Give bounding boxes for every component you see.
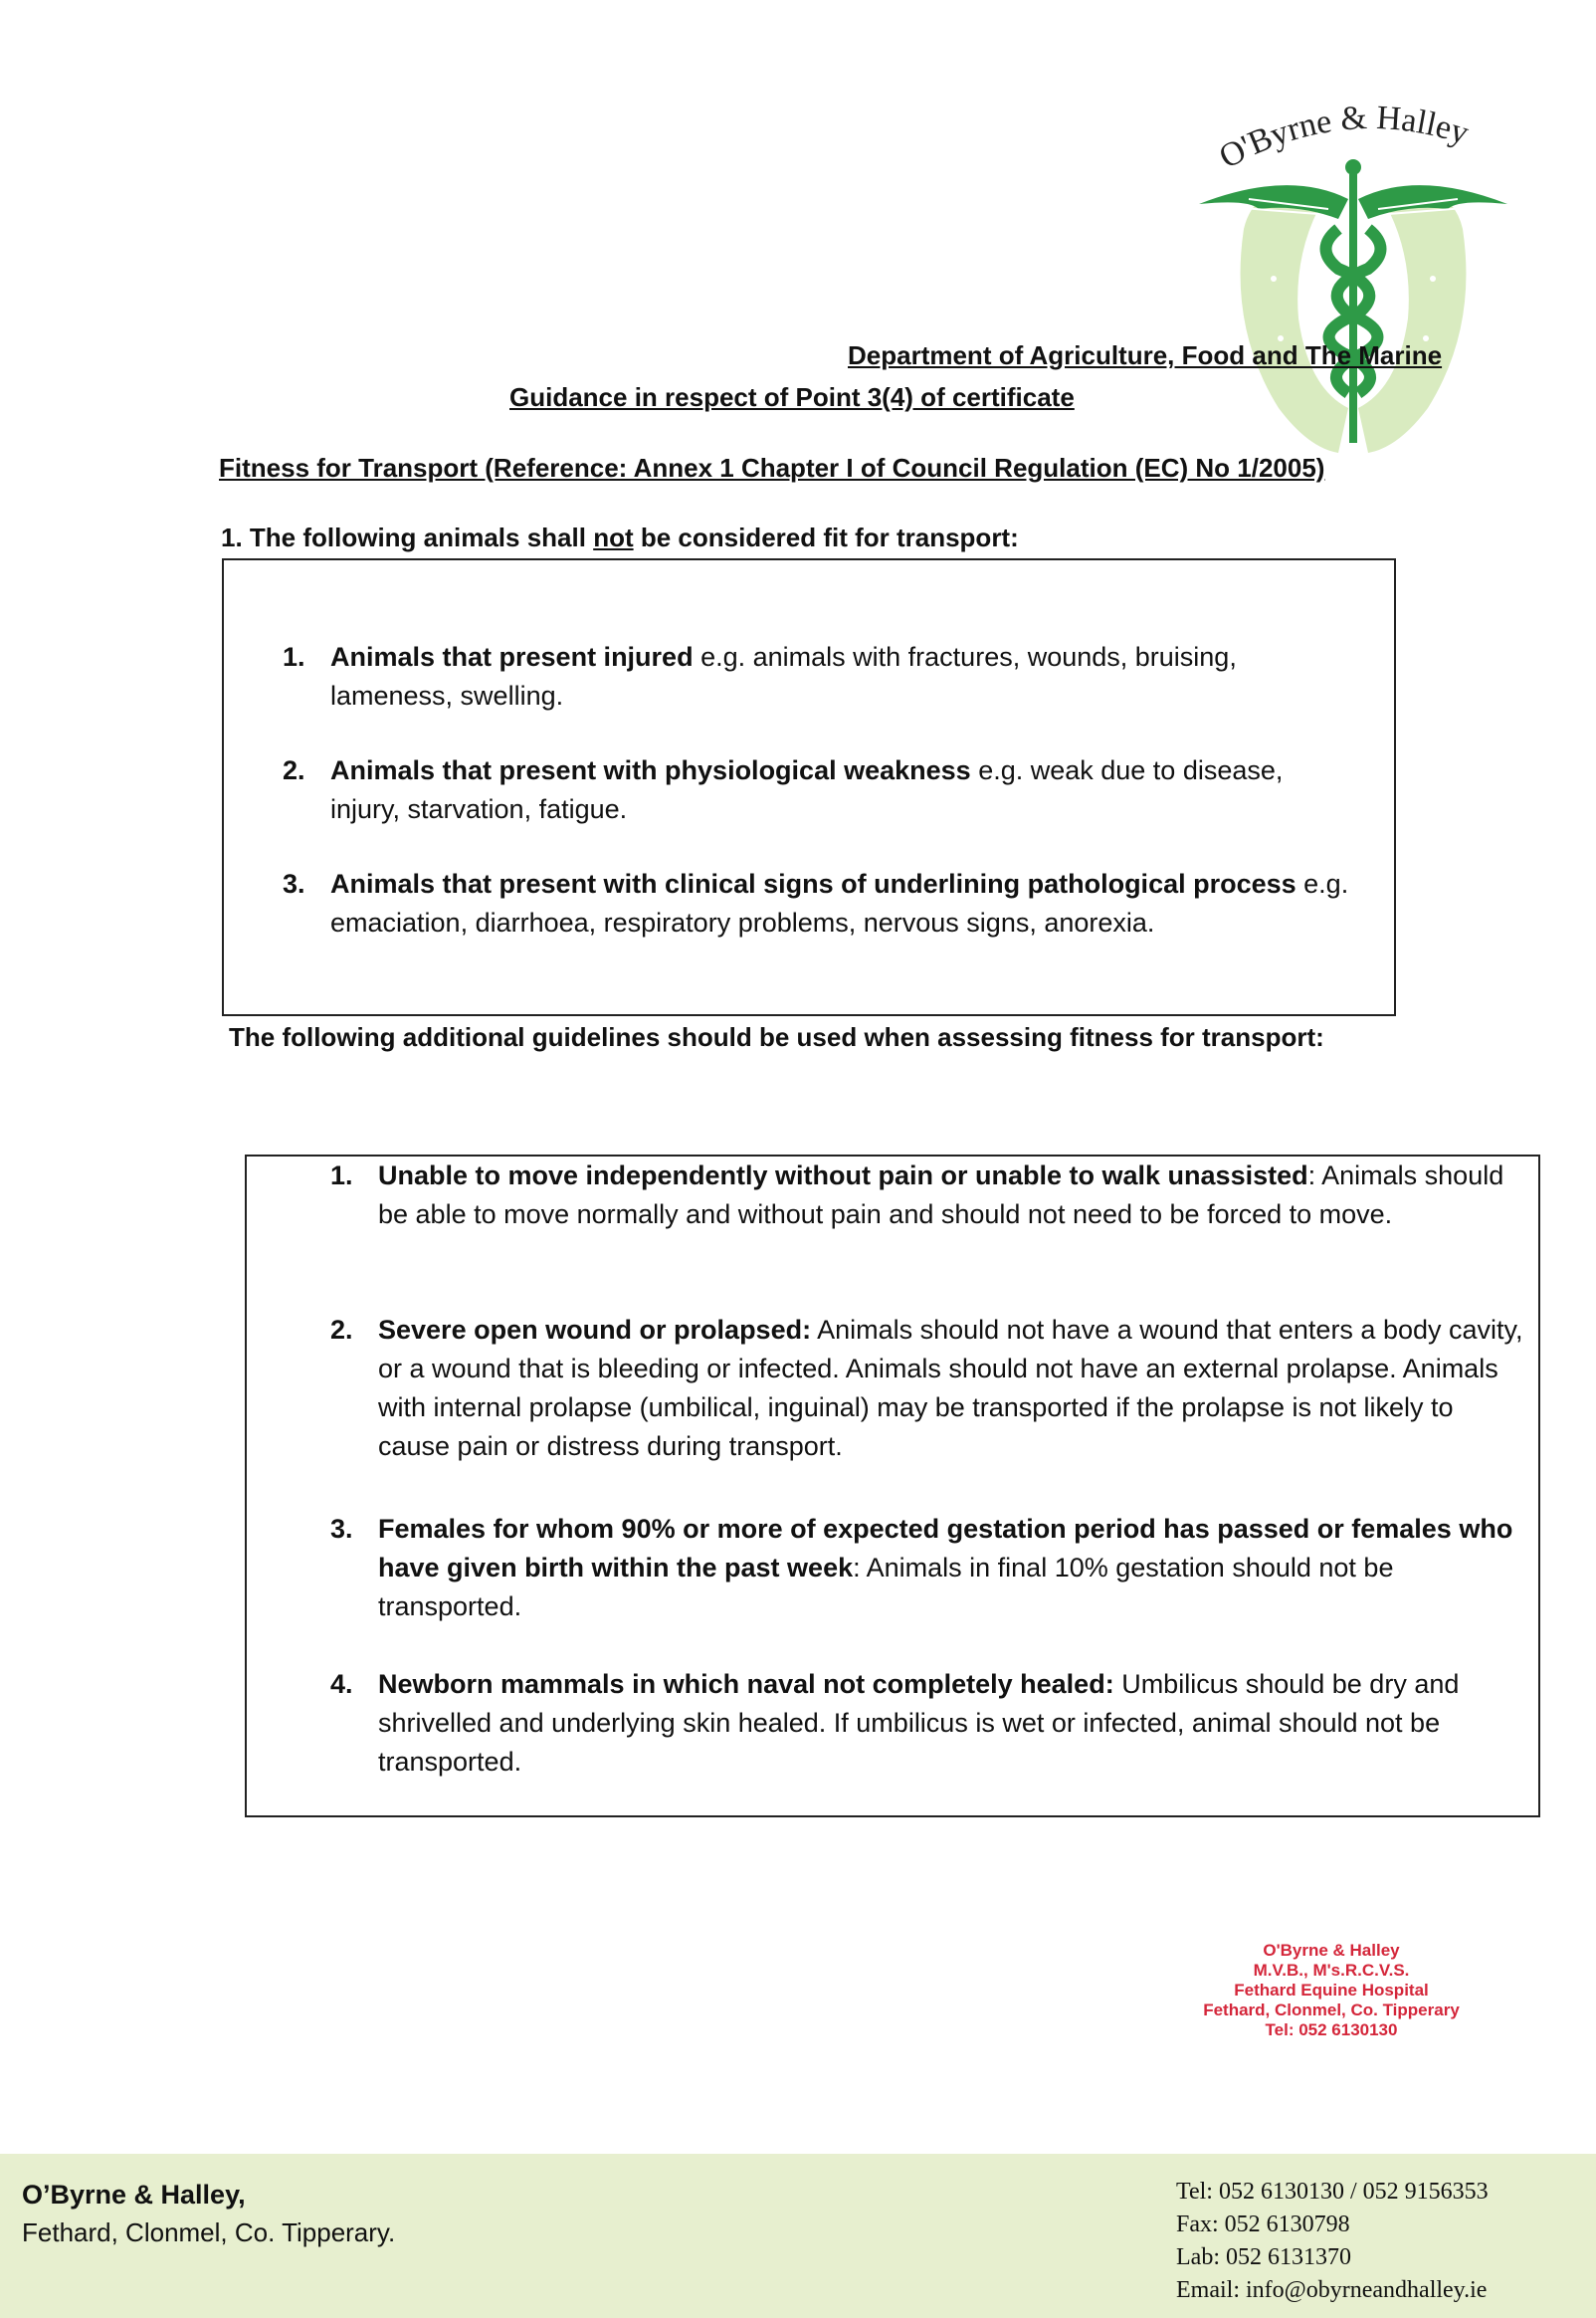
- footer-band: [0, 2154, 1596, 2318]
- guidance-title: Guidance in respect of Point 3(4) of certificate: [509, 382, 1075, 412]
- unfit-item: [283, 865, 1372, 943]
- unfit-item-title: Animals that present with clinical signs of underlining pathological process: [330, 869, 1297, 899]
- section1-heading-pre: 1. The following animals shall: [221, 523, 594, 552]
- hospital-stamp: [1182, 1941, 1481, 2040]
- stamp-line: Tel: 052 6130130: [1265, 2020, 1398, 2039]
- department-title: Department of Agriculture, Food and The Marine: [848, 340, 1443, 370]
- guideline-item-number: 3.: [330, 1514, 353, 1544]
- footer-contacts: [1176, 2176, 1489, 2307]
- fitness-title: Fitness for Transport (Reference: Annex 1 Chapter I of Council Regulation (EC) No 1/2005): [219, 453, 1325, 483]
- footer-email[interactable]: Email: info@obyrneandhalley.ie: [1176, 2277, 1488, 2303]
- guideline-item: [330, 1510, 1536, 1626]
- unfit-item-text: e.g. weak due to disease, injury, starvation, fatigue.: [330, 755, 1284, 824]
- unfit-item-number: 3.: [283, 869, 305, 899]
- guideline-item-title: Newborn mammals in which naval not completely healed:: [378, 1669, 1114, 1699]
- guideline-item: [330, 1311, 1524, 1466]
- stamp-line: O'Byrne & Halley: [1263, 1941, 1400, 1960]
- stamp-line: Fethard, Clonmel, Co. Tipperary: [1203, 2001, 1460, 2019]
- footer-lab: Lab: 052 6131370: [1176, 2244, 1351, 2270]
- guideline-item-number: 4.: [330, 1669, 353, 1699]
- guideline-item-number: 2.: [330, 1315, 353, 1345]
- unfit-item-number: 1.: [283, 642, 305, 672]
- footer-tel: Tel: 052 6130130 / 052 9156353: [1176, 2179, 1489, 2205]
- caduceus-horseshoe-icon: [1189, 80, 1517, 458]
- unfit-item: [283, 751, 1357, 829]
- stamp-line: Fethard Equine Hospital: [1234, 1981, 1429, 2000]
- company-logo: [1189, 80, 1517, 458]
- guideline-item-text: Animals should not have a wound that enters a body cavity, or a wound that is bleeding or infected. Animals should not have an external prolapse. Animals with internal prolapse (umbilical, inguinal) may be transported if the prolapse is not likely to cause pain or distress during transport.: [378, 1315, 1523, 1461]
- guideline-item-text: : Animals should be able to move normally and without pain and should not need to be forced to move.: [378, 1160, 1504, 1229]
- footer-company: O’Byrne & Halley,: [22, 2180, 246, 2210]
- guideline-item-number: 1.: [330, 1160, 353, 1190]
- stamp-line: M.V.B., M's.R.C.V.S.: [1253, 1961, 1410, 1980]
- unfit-item-title: Animals that present injured: [330, 642, 694, 672]
- guideline-item: [330, 1665, 1536, 1782]
- guideline-item-text: Umbilicus should be dry and shrivelled and underlying skin healed. If umbilicus is wet or infected, animal should not be transported.: [378, 1669, 1460, 1777]
- guideline-item-title: Females for whom 90% or more of expected gestation period has passed or females who have given birth within the past week: [378, 1514, 1513, 1582]
- guideline-item-title: Severe open wound or prolapsed:: [378, 1315, 812, 1345]
- guideline-item-title: Unable to move independently without pain or unable to walk unassisted: [378, 1160, 1308, 1190]
- guideline-item-text: : Animals in final 10% gestation should not be transported.: [378, 1553, 1394, 1621]
- svg-text:O'Byrne & Halley: [1214, 100, 1474, 176]
- section1-heading-not: not: [593, 523, 634, 552]
- logo-text: O'Byrne & Halley: [1213, 99, 1474, 176]
- section2-heading: The following additional guidelines should be used when assessing fitness for transport:: [229, 1022, 1324, 1052]
- unfit-item-text: e.g. animals with fractures, wounds, bruising, lameness, swelling.: [330, 642, 1237, 711]
- unfit-item-title: Animals that present with physiological weakness: [330, 755, 971, 785]
- section1-heading-post: be considered fit for transport:: [633, 523, 1019, 552]
- guideline-item: [330, 1157, 1524, 1234]
- unfit-item: [283, 638, 1357, 716]
- footer-address: Fethard, Clonmel, Co. Tipperary.: [22, 2217, 396, 2247]
- unfit-item-text: e.g. emaciation, diarrhoea, respiratory problems, nervous signs, anorexia.: [330, 869, 1349, 938]
- section1-heading: [221, 523, 1019, 553]
- unfit-item-number: 2.: [283, 755, 305, 785]
- footer-fax: Fax: 052 6130798: [1176, 2212, 1350, 2237]
